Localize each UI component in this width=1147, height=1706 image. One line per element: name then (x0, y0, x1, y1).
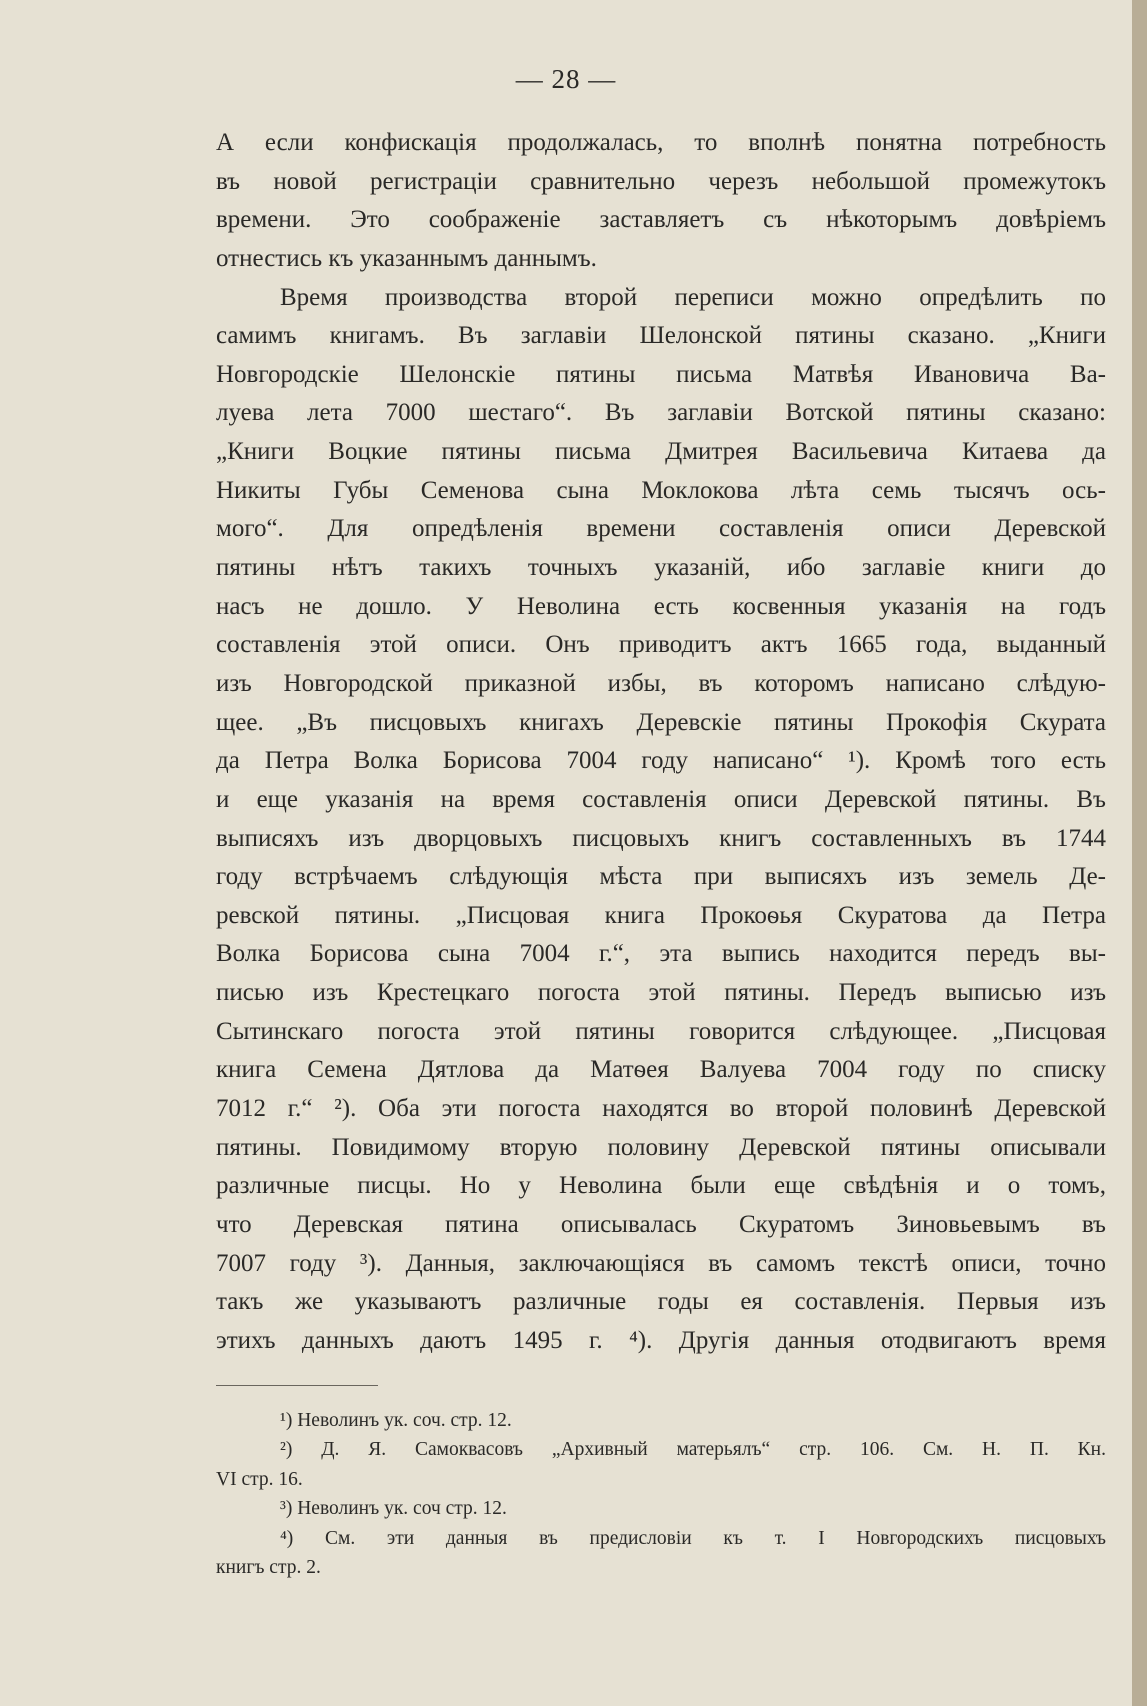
text-line: различные писцы. Но у Неволина были еще свѣдѣнія и о томъ, (216, 1172, 1106, 1200)
footnote-2: ²) Д. Я. Самоквасовъ „Архивный матерьялъ“ стр. 106. См. Н. П. Кн. (280, 1439, 1106, 1461)
text-line: книга Семена Дятлова да Матѳея Валуева 7004 году по списку (216, 1056, 1106, 1084)
text-line: пятины. Повидимому вторую половину Деревской пятины описывали (216, 1133, 1106, 1161)
text-line: Никиты Губы Семенова сына Моклокова лѣта семь тысячъ ось- (216, 476, 1106, 504)
text-line: Волка Борисова сына 7004 г.“, эта выпись находится передъ вы- (216, 940, 1106, 968)
text-line: что Деревская пятина описывалась Скуратомъ Зиновьевымъ въ (216, 1210, 1106, 1238)
body-text (216, 124, 1106, 1361)
text-line: отнестись къ указаннымъ даннымъ. (216, 244, 597, 272)
footnote-divider (216, 1385, 378, 1386)
text-line: 7012 г.“ ²). Оба эти погоста находятся во второй половинѣ Деревской (216, 1095, 1106, 1123)
text-line: и еще указанія на время составленія описи Деревской пятины. Въ (216, 785, 1106, 813)
text-line: „Книги Воцкие пятины письма Дмитрея Васильевича Китаева да (216, 438, 1106, 466)
text-line: изъ Новгородской приказной избы, въ которомъ написано слѣдую- (216, 669, 1106, 697)
text-line: А если конфискація продолжалась, то вполнѣ понятна потребность (216, 129, 1106, 156)
text-line: писью изъ Крестецкаго погоста этой пятины. Передъ выписью изъ (216, 979, 1106, 1007)
text-line: ревской пятины. „Писцовая книга Прокоѳья Скуратова да Петра (216, 901, 1106, 929)
text-line: составленія этой описи. Онъ приводитъ актъ 1665 года, выданный (216, 631, 1106, 659)
text-line: самимъ книгамъ. Въ заглавіи Шелонской пятины сказано. „Книги (216, 322, 1106, 350)
text-line: выписяхъ изъ дворцовыхъ писцовыхъ книгъ составленныхъ въ 1744 (216, 824, 1106, 852)
page-number: — 28 — (515, 64, 617, 94)
text-line: этихъ данныхъ даютъ 1495 г. ⁴). Другія данныя отодвигаютъ время (216, 1326, 1106, 1354)
text-line: такъ же указываютъ различные годы ея составленія. Первыя изъ (216, 1288, 1106, 1316)
footnotes (216, 1406, 1106, 1582)
text-line: году встрѣчаемъ слѣдующія мѣста при выписяхъ изъ земель Де- (216, 863, 1106, 891)
footnote-1: ¹) Неволинъ ук. соч. стр. 12. (280, 1410, 512, 1431)
text-line: времени. Это соображеніе заставляетъ съ нѣкоторымъ довѣріемъ (216, 206, 1106, 234)
text-line: луева лета 7000 шестаго“. Въ заглавіи Вотской пятины сказано: (216, 399, 1106, 427)
text-line: Новгородскіе Шелонскіе пятины письма Матвѣя Ивановича Ва- (216, 360, 1106, 388)
footnote-2-continuation: VI стр. 16. (216, 1468, 303, 1490)
footnote-4-continuation: книгъ стр. 2. (216, 1556, 321, 1578)
text-line: въ новой регистраціи сравнительно черезъ небольшой промежутокъ (216, 167, 1106, 195)
text-line: пятины нѣтъ такихъ точныхъ указаній, ибо заглавіе книги до (216, 554, 1106, 582)
text-line: Сытинскаго погоста этой пятины говорится слѣдующее. „Писцовая (216, 1017, 1106, 1045)
text-line: да Петра Волка Борисова 7004 году написано“ ¹). Кромѣ того есть (216, 747, 1106, 775)
text-line: насъ не дошло. У Неволина есть косвенныя указанія на годъ (216, 592, 1106, 620)
text-line: мого“. Для опредѣленія времени составленія описи Деревской (216, 515, 1106, 543)
text-line: щее. „Въ писцовыхъ книгахъ Деревскіе пятины Прокофія Скурата (216, 708, 1106, 736)
footnote-4: ⁴) См. эти данныя въ предисловіи къ т. I Новгородскихъ писцовыхъ (280, 1527, 1106, 1549)
paragraph-start-line: Время производства второй переписи можно опредѣлить по (280, 283, 1106, 311)
page-edge (1132, 0, 1147, 1706)
text-line: 7007 году ³). Данныя, заключающіяся въ самомъ текстѣ описи, точно (216, 1249, 1106, 1277)
footnote-3: ³) Неволинъ ук. соч стр. 12. (280, 1498, 507, 1520)
